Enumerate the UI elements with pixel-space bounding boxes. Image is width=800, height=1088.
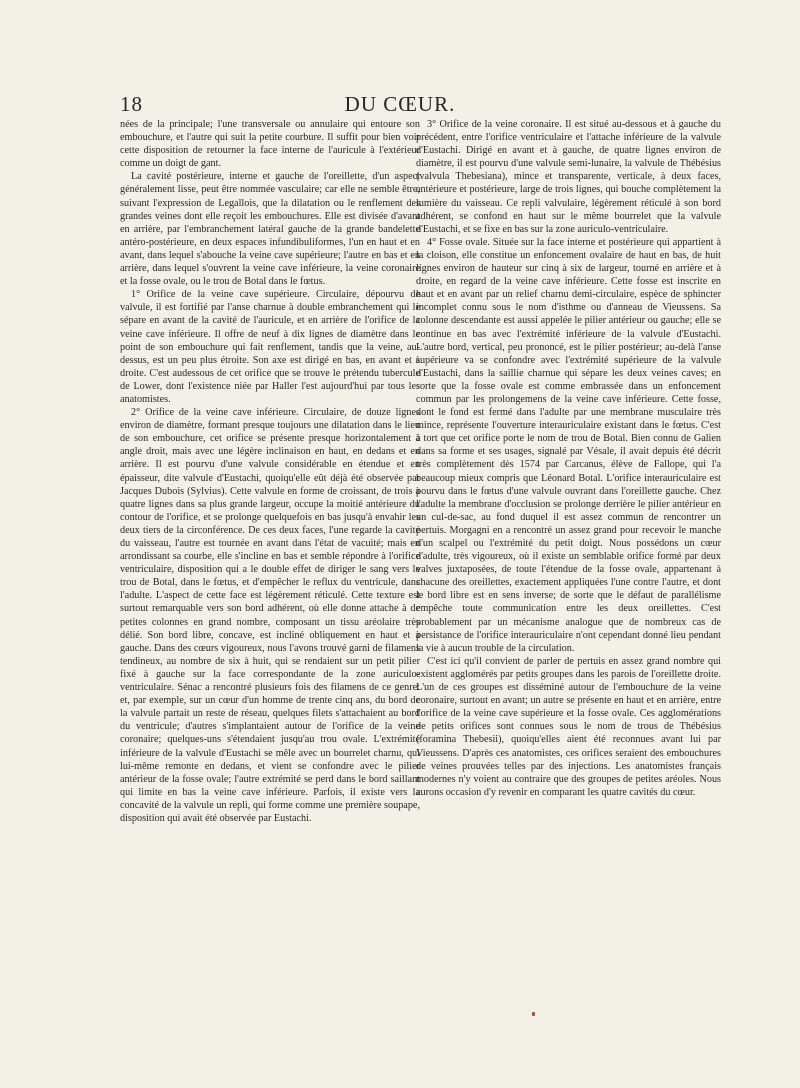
left-column [120, 118, 420, 825]
paragraph: 3° Orifice de la veine coronaire. Il est situé au-dessous et à gauche du précédent, entre l'orifice ventriculaire et l'attache inférieure de la valvule d'Eustachi. Dirigé en avant et à gauche, de quatre lignes environ de diamètre, il est pourvu d'une valvule semi-lunaire, la valvule de Thébésius (valvula Thebesiana), mince et transparente, verticale, à deux faces, antérieure et postérieure, large de trois lignes, qui bouche complètement la lumière du vaisseau. Ce repli valvulaire, légèrement réticulé à son bord adhérent, se confond en haut sur le même bourrelet que la valvule d'Eustachi, et se fixe en bas sur la zone auriculo-ventriculaire. [416, 119, 721, 235]
paragraph: nées de la principale; l'une transversale ou annulaire qui entoure son embouchure, et l'autre qui suit la petite courbure. Il suffit pour bien voir cette disposition de retourner la face interne de l'auricule à l'extérieur comme un doigt de gant. [120, 119, 420, 170]
paragraph: 1° Orifice de la veine cave supérieure. Circulaire, dépourvu de valvule, il est fortifié par l'anse charnue à double embranchement qui le sépare en avant de la cavité de l'auricule, et en arrière de l'orifice de la veine cave inférieure. Il offre de neuf à dix lignes de diamètre dans le point de son embouchure qui fait renflement, tandis que la veine, au-dessus, est un peu plus étroite. Son axe est dirigé en bas, en avant et à droite. C'est audessous de cet orifice que se trouve le prétendu tubercule de Lower, dont l'existence niée par Haller l'est aujourd'hui par tous les anatomistes. [120, 289, 420, 405]
paragraph: La cavité postérieure, interne et gauche de l'oreillette, d'un aspect généralement lisse, peut être nommée vasculaire; car elle ne semble être, suivant l'expression de Legallois, que la dilatation ou le renflement des grandes veines dont elle reçoit les embouchures. Elle est divisée d'avant en arrière, par l'embranchement latéral gauche de la grande bandelette antéro-postérieure, en deux espaces infundibuliformes, l'un en haut et en avant, dans lequel s'abouche la veine cave supérieure; l'autre en bas et en arrière, dans lequel s'ouvrent la veine cave inférieure, la veine coronaire et la fosse ovale, ou le trou de Botal dans le fœtus. [120, 171, 420, 288]
paragraph: C'est ici qu'il convient de parler de pertuis en assez grand nombre qui existent agglomérés par petits groupes dans les parois de l'oreillette droite. L'un de ces groupes est disséminé autour de l'embouchure de la veine coronaire, surtout en avant; un autre se présente en haut et en arrière, entre l'orifice de la veine cave supérieure et la fosse ovale. Ces agglomérations de petits orifices sont connues sous le nom de trous de Thébésius (foramina Thebesii), quoiqu'elles aient été reconnues avant lui par Vieussens. D'après ces anatomistes, ces orifices seraient des embouchures de veines prouvées telles par des injections. Les anatomistes français modernes n'y voient au contraire que des groupes de petites aréoles. Nous aurons occasion d'y revenir en comparant les quatre cavités du cœur. [416, 655, 721, 798]
paragraph: 4° Fosse ovale. Située sur la face interne et postérieure qui appartient à la cloison, elle constitue un enfoncement ovalaire de haut en bas, de huit lignes environ de hauteur sur cinq à six de largeur, tourné en arrière et à droite, en regard de la veine cave inférieure. Cette fosse est inscrite en haut et en avant par un relief charnu demi-circulaire, espèce de sphincter incomplet connu sous le nom d'isthme ou d'anneau de Vieussens. Sa colonne descendante est aussi appelée le pilier antérieur ou gauche; elle se continue en bas avec l'extrémité inférieure de la valvule d'Eustachi. L'autre bord, vertical, peu prononcé, est le pilier postérieur; au-delà l'anse supérieure va se confondre avec l'extrémité supérieure de la valvule d'Eustachi, dans la saillie charnue qui sépare les deux veines caves; en sorte que la fosse ovale est comme embrassée dans un enfoncement commun par les prolongemens de la veine cave inférieure. Cette fosse, dont le fond est fermé dans l'adulte par une membrane musculaire très mince, représente l'ouverture interauriculaire existant dans le fœtus. C'est à tort que cet orifice porte le nom de trou de Botal. Bien connu de Galien dans sa forme et ses usages, signalé par Vésale, il avait depuis été décrit très complètement dès 1574 par Carcanus, élève de Fallope, qui l'a beaucoup mieux compris que Léonard Botal. L'orifice interauriculaire est pourvu dans le fœtus d'une valvule ouvrant dans l'oreillette gauche. Chez l'adulte la membrane d'occlusion se prolonge derrière le pilier antérieur en un cul-de-sac, au fond duquel il est assez commun de rencontrer un pertuis. Morgagni en a rencontré un assez grand pour recevoir le manche d'un scalpel ou l'extrémité du petit doigt. Nous possédons un cœur d'adulte, très vigoureux, où il existe un semblable orifice formé par deux valves juxtaposées, de toute l'étendue de la fosse ovale, appartenant à chacune des oreillettes, exactement appliquées l'une contre l'autre, et dont le bord libre est en sens inverse; de sorte que le défaut de parallélisme empêche toute communication entre les deux oreillettes. C'est probablement par un mécanisme analogue que de nombreux cas de persistance de l'orifice interauriculaire n'ont cependant donné lieu pendant la vie à aucun trouble de la circulation. [416, 236, 721, 654]
paragraph: 2° Orifice de la veine cave inférieure. Circulaire, de douze lignes environ de diamètre, formant presque toujours une dilatation dans le lieu de son embouchure, cet orifice se présente presque horizontalement à angle droit, mais avec une légère inclinaison en haut, en dedans et en arrière. Il est pourvu d'une valvule considérable en étendue et en épaisseur, dite valvule d'Eustachi, quoiqu'elle eût déjà été observée par Jacques Dubois (Sylvius). Cette valvule en forme de croissant, de trois à quatre lignes dans sa plus grande largeur, occupe la moitié antérieure du contour de l'orifice, et se prolonge quelquefois en bas jusqu'à envahir les deux tiers de la circonférence. De ces deux faces, l'une regarde la cavité du vaisseau, l'autre est tournée en avant dans l'état de vacuité; mais en arrondissant sa courbe, elle s'incline en bas et semble répondre à l'orifice ventriculaire, disposition qui a le double effet de diriger le sang vers le trou de Botal, dans le fœtus, et d'empêcher le reflux du ventricule, dans l'adulte. L'aspect de cette face est légèrement réticulé. Cette texture est surtout remarquable vers son bord adhérent, où elle donne attache à de petites colonnes en grand nombre, composant un tissu aréolaire très délié. Son bord libre, concave, est incliné obliquement en haut et à gauche. Dans des cœurs vigoureux, nous l'avons trouvé garni de filamens tendineux, au nombre de six à huit, qui se rendaient sur un petit pilier fixé à gauche sur la face correspondante de la zone auriculo-ventriculaire. Sénac a rencontré plusieurs fois des filamens de ce genre: et, par exemple, sur un cœur d'un homme de trente cinq ans, du bord de la valvule partait un reste de réseau, quelques filets s'attachaient au bord du ventricule; d'autres s'implantaient autour de l'orifice de la veine coronaire; quelques-uns s'étendaient jusqu'au trou ovale. L'extrémité inférieure de la valvule d'Eustachi se mêle avec un bourrelet charnu, qui lui-même remonte en dedans, et vient se confondre avec le pilier antérieur de la fosse ovale; l'autre extrémité se perd dans le bord saillant qui limite en bas la veine cave inférieure. Parfois, il existe vers la concavité de la valvule un repli, qui forme comme une première soupape, disposition qui avait été observée par Eustachi. [120, 407, 420, 824]
right-column [416, 118, 721, 799]
ink-speck [532, 1012, 535, 1016]
page-number: 18 [120, 92, 143, 116]
running-title: DU CŒUR. [344, 92, 456, 116]
